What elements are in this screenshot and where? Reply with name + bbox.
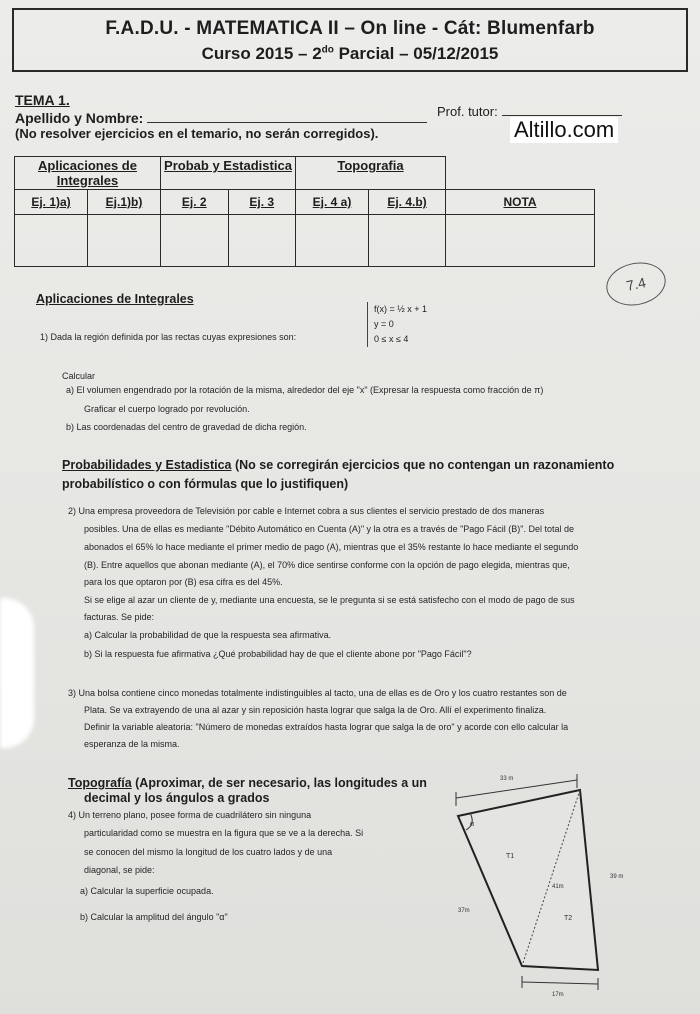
dimension-bottom: [522, 982, 598, 984]
q1a-text-2: Graficar el cuerpo logrado por revolución.: [84, 404, 250, 414]
q2-line: para los que optaron por (B) esa cifra es del 45%.: [84, 577, 283, 587]
equation: y = 0: [374, 319, 394, 329]
grade-cell: [446, 215, 595, 267]
category-topografia: Topografia: [296, 157, 446, 190]
q3-line: 3) Una bolsa contiene cinco monedas totalmente indistinguibles al tacto, una de ellas es de Oro y los cuatro restantes son de: [68, 688, 567, 698]
t1-label: T1: [506, 853, 515, 860]
section-integrales-title: Aplicaciones de Integrales: [36, 292, 194, 306]
warning-text: (No resolver ejercicios en el temario, no serán corregidos).: [15, 126, 379, 141]
quadrilateral: [458, 790, 598, 970]
course-title: F.A.D.U. - MATEMATICA II – On line - Cát: Blumenfarb: [105, 18, 595, 39]
calcular-label: Calcular: [62, 371, 96, 381]
watermark: Altillo.com: [510, 117, 618, 143]
region-system: [367, 302, 427, 347]
equation: f(x) = ½ x + 1: [374, 304, 428, 314]
grade-cell: [15, 215, 88, 267]
q3-line: esperanza de la misma.: [84, 739, 180, 749]
handwritten-grade: 7.4: [602, 257, 669, 311]
header-box: [12, 8, 688, 72]
col-ej1a: Ej. 1)a): [15, 190, 88, 215]
label-bottom: 17m: [552, 992, 564, 998]
right-side-label: 39 m: [610, 874, 624, 880]
q3-line: Plata. Se va extrayendo de una al azar y sin reposición hasta lograr que salga la de Oro. Allí el experimento finaliza.: [84, 705, 547, 715]
smudge: [0, 598, 34, 748]
q1-text: 1) Dada la región definida por las rectas cuyas expresiones son:: [40, 332, 297, 342]
grade-cell: [296, 215, 369, 267]
section-probab-heading: Probabilidades y Estadistica (No se corregirán ejercicios que no contengan un razonamiento: [62, 458, 615, 472]
q4-line: diagonal, se pide:: [84, 865, 155, 875]
tema-label: TEMA 1.: [15, 92, 70, 108]
alpha-label: α: [470, 819, 475, 828]
t2-label: T2: [564, 915, 573, 922]
category-probab: Probab y Estadistica: [161, 157, 296, 190]
grade-cell: [88, 215, 161, 267]
left-side-label: 37m: [458, 908, 470, 914]
grades-table: [14, 156, 595, 267]
q2-line: (B). Entre aquellos que abonan mediante (A), el 70% dice sentirse conforme con la opción de pago elegida, mientras que,: [84, 560, 570, 570]
q2a-text: a) Calcular la probabilidad de que la respuesta sea afirmativa.: [84, 630, 332, 640]
diagonal-label: 41m: [552, 884, 564, 890]
q2-line: Si se elige al azar un cliente de y, mediante una encuesta, se le pregunta si se está satisfecho con el modo de pago de sus: [84, 595, 575, 605]
col-ej3: Ej. 3: [228, 190, 296, 215]
category-integrales: Aplicaciones de Integrales: [15, 157, 161, 190]
q2-line: facturas. Se pide:: [84, 612, 155, 622]
section-probab-heading-2: probabilístico o con fórmulas que lo justifiquen): [62, 477, 349, 491]
grade-cell: [228, 215, 296, 267]
q4a-text: a) Calcular la superficie ocupada.: [80, 886, 214, 896]
terrain-figure: [440, 772, 640, 1002]
equation: 0 ≤ x ≤ 4: [374, 334, 409, 344]
tutor-field: Prof. tutor:: [437, 104, 622, 119]
q4-line: particularidad como se muestra en la figura que se ve a la derecha. Si: [84, 828, 364, 838]
q1a-text: a) El volumen engendrado por la rotación de la misma, alrededor del eje "x" (Expresar la respuesta como fracción de π): [66, 385, 544, 395]
q2-line: 2) Una empresa proveedora de Televisión por cable e Internet cobra a sus clientes el servicio prestado de dos maneras: [68, 506, 545, 516]
q4b-text: b) Calcular la amplitud del ángulo "α": [80, 912, 228, 922]
grade-cell: [369, 215, 446, 267]
exam-subtitle: Curso $2015 - 2^{do}$ Parcial – 05/12/2015: [201, 44, 499, 63]
col-ej4a: Ej. 4 a): [296, 190, 369, 215]
section-topografia-heading-2: decimal y los ángulos a grados: [84, 791, 270, 805]
col-nota: NOTA: [446, 190, 595, 215]
q2b-text: b) Si la respuesta fue afirmativa ¿Qué probabilidad hay de que el cliente abone por "Pago Fácil"?: [84, 649, 472, 659]
q1b-text: b) Las coordenadas del centro de gravedad de dicha región.: [66, 422, 307, 432]
q2-line: posibles. Una de ellas es mediante "Débito Automático en Cuenta (A)" y la otra es a través de "Pago Fácil (B)". Del total de: [84, 524, 575, 534]
q3-line: Definir la variable aleatoria: "Número de monedas extraídos hasta lograr que salga la de oro" y acorde con ello calcular la: [84, 722, 569, 732]
grade-cell: [161, 215, 229, 267]
q4-line: se conocen del mismo la longitud de los cuatro lados y de una: [84, 847, 333, 857]
name-field: Apellido y Nombre:: [15, 110, 427, 126]
label-top: 33 m: [500, 776, 514, 782]
q4-line: 4) Un terreno plano, posee forma de cuadrilátero sin ninguna: [68, 810, 312, 820]
q2-line: abonados el 65% lo hace mediante el primer medio de pago (A), mientras que el 35% restante lo hace mediante el segundo: [84, 542, 579, 552]
col-ej4b: Ej. 4.b): [369, 190, 446, 215]
col-ej2: Ej. 2: [161, 190, 229, 215]
section-topografia-heading: Topografía (Aproximar, de ser necesario, las longitudes a un: [68, 776, 427, 790]
col-ej1b: Ej.1)b): [88, 190, 161, 215]
